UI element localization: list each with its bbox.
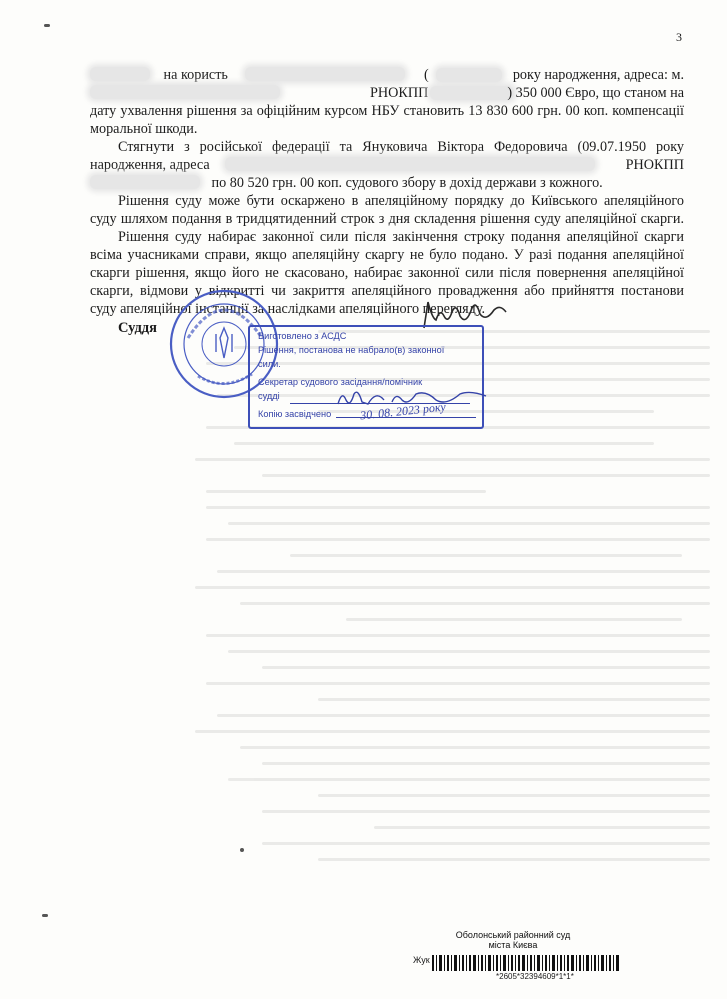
text-fragment: РНОКПП xyxy=(625,157,684,173)
text-fragment: року народження, адреса: м. xyxy=(512,67,684,83)
text-line-2 xyxy=(90,84,684,102)
text-fragment: РНОКПП xyxy=(370,85,429,101)
text-line-12: скарги рішення, якщо його не скасовано, набирає законної сили після повернення апеляційної xyxy=(90,265,684,281)
text-line-8: Рішення суду може бути оскаржено в апеляційному порядку до Київського апеляційного xyxy=(118,193,684,209)
redaction-mark xyxy=(225,157,595,171)
text-line-4: моральної шкоди. xyxy=(90,121,198,137)
text-fragment: на користь xyxy=(163,67,228,83)
stamp-line: Рішення, постанова не набрало(в) законної xyxy=(258,345,445,355)
text-line-13: скарги, відмови у відкритті чи закриття апеляційного провадження або прийняття постанови xyxy=(90,283,684,299)
stamp-line: сили. xyxy=(258,359,281,369)
stamp-line: Секретар судового засідання/помічник xyxy=(258,377,423,387)
court-city: міста Києва xyxy=(488,940,538,950)
text-line-11: всіма учасниками справи, якщо апеляційну скаргу не було подано. У разі подання апеляційної xyxy=(90,247,684,263)
stamp-line: Виготовлено з АСДС xyxy=(258,331,347,341)
redaction-mark xyxy=(436,68,502,82)
text-fragment: народження, адреса xyxy=(90,157,210,173)
text-line-10: Рішення суду набирає законної сили після закінчення строку подання апеляційної скарги xyxy=(118,229,684,245)
redaction-mark xyxy=(245,67,405,81)
text-line-3: дату ухвалення рішення за офіційним курсом НБУ становить 13 830 600 грн. 00 коп. компенсації xyxy=(90,103,684,119)
text-line-1 xyxy=(90,66,684,84)
judge-label: Суддя xyxy=(118,320,157,336)
court-footer-stamp xyxy=(408,930,618,950)
scan-speck xyxy=(240,848,244,852)
redaction-mark xyxy=(90,67,150,81)
text-fragment: ) 350 000 Євро, що станом на xyxy=(507,85,684,101)
stamp-line: Копію засвідчено xyxy=(258,409,332,419)
clerk-name: Жук xyxy=(413,955,430,965)
text-line-6 xyxy=(90,156,684,174)
redaction-mark xyxy=(430,86,514,100)
court-name: Оболонський районний суд xyxy=(455,930,571,940)
scan-speck xyxy=(44,24,50,27)
text-line-14: суду апеляційної інстанції за наслідками апеляційного перегляду. xyxy=(90,301,486,317)
text-line-7 xyxy=(90,174,603,192)
text-line-5: Стягнути з російської федерації та Януковича Віктора Федоровича (09.07.1950 року xyxy=(118,139,684,155)
text-line-9: суду шляхом подання в тридцятиденний строк з дня складення рішення суду апеляційної скарги. xyxy=(90,211,684,227)
page-number: 3 xyxy=(676,30,682,44)
stamp-handwritten-date: 30. 08. 2023 року xyxy=(359,399,447,423)
barcode xyxy=(432,955,622,971)
scan-speck xyxy=(42,914,48,917)
redaction-mark xyxy=(90,85,280,99)
text-fragment: по 80 520 грн. 00 коп. судового збору в дохід держави з кожного. xyxy=(211,175,603,191)
redaction-mark xyxy=(90,175,200,189)
text-fragment: ( xyxy=(424,67,429,83)
barcode-number: *2605*32394609*1*1* xyxy=(496,972,574,981)
stamp-line: судді xyxy=(258,391,280,401)
